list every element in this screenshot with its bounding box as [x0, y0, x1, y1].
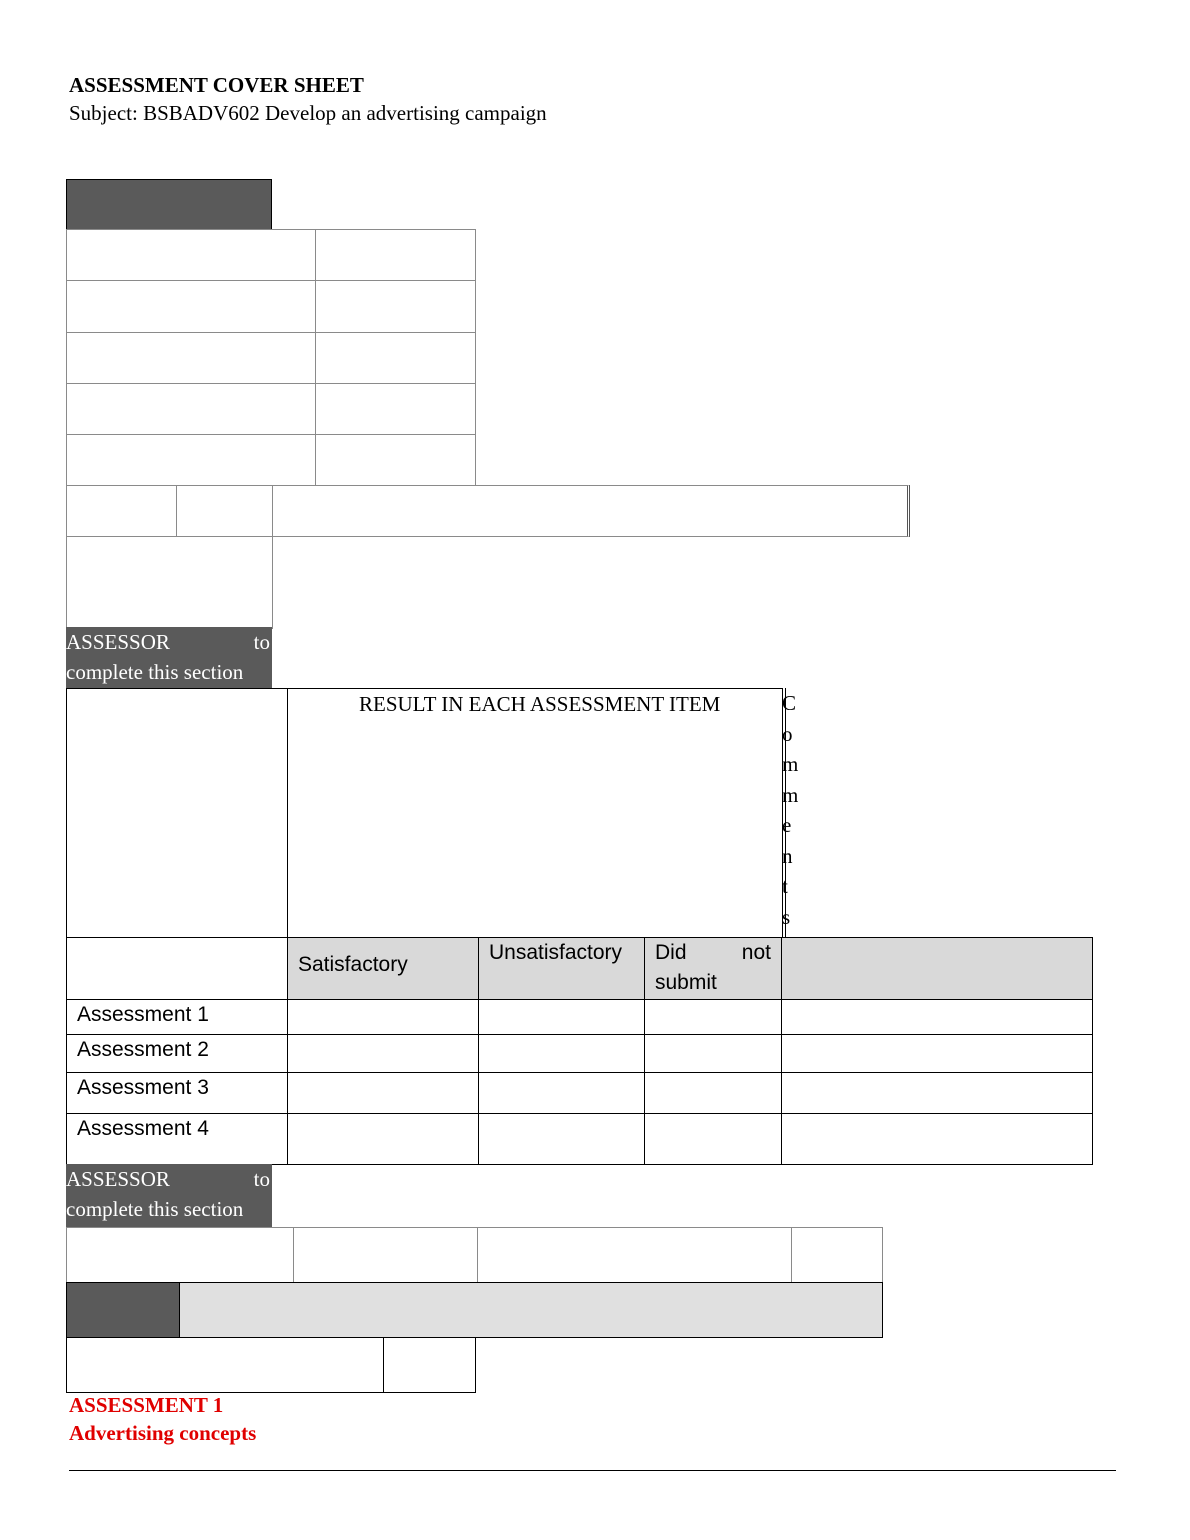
comments-letter: t — [782, 874, 788, 898]
assessment-subheading: Advertising concepts — [69, 1421, 257, 1445]
field-value-cell[interactable] — [315, 434, 476, 486]
satisfactory-cell[interactable] — [287, 999, 479, 1035]
subject-line: Subject: BSBADV602 Develop an advertising campaign — [69, 101, 547, 125]
assessor-label-word: ASSESSOR — [66, 630, 170, 654]
results-header-blank-cell — [66, 688, 288, 938]
results-header-cell — [287, 688, 783, 938]
declaration-wide-cell[interactable] — [272, 485, 910, 537]
assessor-label-line: complete this section — [66, 1197, 244, 1221]
assessor-field-cell[interactable] — [791, 1227, 883, 1283]
column-header-did-not-submit — [644, 937, 782, 1000]
unsatisfactory-cell[interactable] — [478, 999, 645, 1035]
row-label-cell — [66, 999, 288, 1035]
comments-cell[interactable] — [781, 1113, 1093, 1165]
satisfactory-cell[interactable] — [287, 1113, 479, 1165]
unsatisfactory-cell[interactable] — [478, 1034, 645, 1073]
declaration-cell — [66, 485, 177, 537]
assessment-heading: ASSESSMENT 1 — [69, 1393, 224, 1417]
comments-letter: m — [782, 782, 799, 807]
feedback-input-cell[interactable] — [179, 1282, 883, 1338]
assessor-label-word: to — [253, 630, 270, 654]
did-not-submit-cell[interactable] — [644, 1072, 782, 1114]
column-header-comments — [781, 937, 1093, 1000]
row-label: Assessment 1 — [77, 1003, 209, 1026]
row-label-cell — [66, 1034, 288, 1073]
did-not-submit-cell[interactable] — [644, 999, 782, 1035]
field-label-cell — [66, 383, 316, 435]
column-header-label: not — [741, 941, 771, 964]
satisfactory-cell[interactable] — [287, 1034, 479, 1073]
assessor-label-word: to — [253, 1167, 270, 1191]
final-value-cell[interactable] — [383, 1337, 476, 1393]
comments-letter: m — [782, 752, 799, 776]
column-header-label: submit — [655, 971, 717, 994]
comments-cell[interactable] — [781, 999, 1093, 1035]
comments-cell[interactable] — [781, 1072, 1093, 1114]
column-header-unsatisfactory — [478, 937, 645, 1000]
field-value-cell[interactable] — [315, 332, 476, 384]
comments-letter: n — [782, 843, 793, 868]
row-label: Assessment 4 — [77, 1117, 209, 1140]
assessor-field-cell[interactable] — [293, 1227, 478, 1283]
row-label-cell — [66, 1072, 288, 1114]
declaration-cell[interactable] — [176, 485, 273, 537]
field-value-cell[interactable] — [315, 383, 476, 435]
field-label-cell — [66, 434, 316, 486]
signature-cell[interactable] — [66, 536, 273, 629]
field-value-cell[interactable] — [315, 280, 476, 333]
field-value-cell[interactable] — [315, 229, 476, 281]
final-label-cell — [66, 1337, 384, 1393]
comments-letter: s — [782, 904, 791, 929]
feedback-label-cell — [66, 1282, 180, 1338]
comments-cell[interactable] — [781, 1034, 1093, 1073]
comments-vertical-label — [782, 688, 806, 932]
assessor-label-line: complete this section — [66, 660, 244, 684]
assessor-label-word: ASSESSOR — [66, 1167, 170, 1191]
did-not-submit-cell[interactable] — [644, 1113, 782, 1165]
column-header-blank — [66, 937, 288, 1000]
comments-letter: e — [782, 813, 792, 837]
row-label-cell — [66, 1113, 288, 1165]
results-header-label: RESULT IN EACH ASSESSMENT ITEM — [359, 692, 721, 716]
column-header-label: Satisfactory — [298, 953, 408, 976]
column-header-satisfactory — [287, 937, 479, 1000]
row-label: Assessment 3 — [77, 1076, 209, 1099]
section-header-dark — [66, 179, 272, 230]
unsatisfactory-cell[interactable] — [478, 1072, 645, 1114]
comments-letter: C — [782, 691, 797, 715]
satisfactory-cell[interactable] — [287, 1072, 479, 1114]
column-header-label: Did — [655, 941, 687, 964]
field-label-cell — [66, 280, 316, 333]
horizontal-rule — [69, 1470, 1116, 1471]
assessor-section-label — [66, 627, 272, 689]
unsatisfactory-cell[interactable] — [478, 1113, 645, 1165]
page-title: ASSESSMENT COVER SHEET — [69, 73, 364, 97]
assessor-section-label — [66, 1164, 272, 1227]
row-label: Assessment 2 — [77, 1038, 209, 1061]
comments-letter: o — [782, 721, 793, 746]
assessor-field-cell — [66, 1227, 294, 1283]
column-header-label: Unsatisfactory — [489, 941, 623, 964]
field-label-cell — [66, 229, 316, 281]
field-label-cell — [66, 332, 316, 384]
assessor-field-cell — [477, 1227, 792, 1283]
did-not-submit-cell[interactable] — [644, 1034, 782, 1073]
